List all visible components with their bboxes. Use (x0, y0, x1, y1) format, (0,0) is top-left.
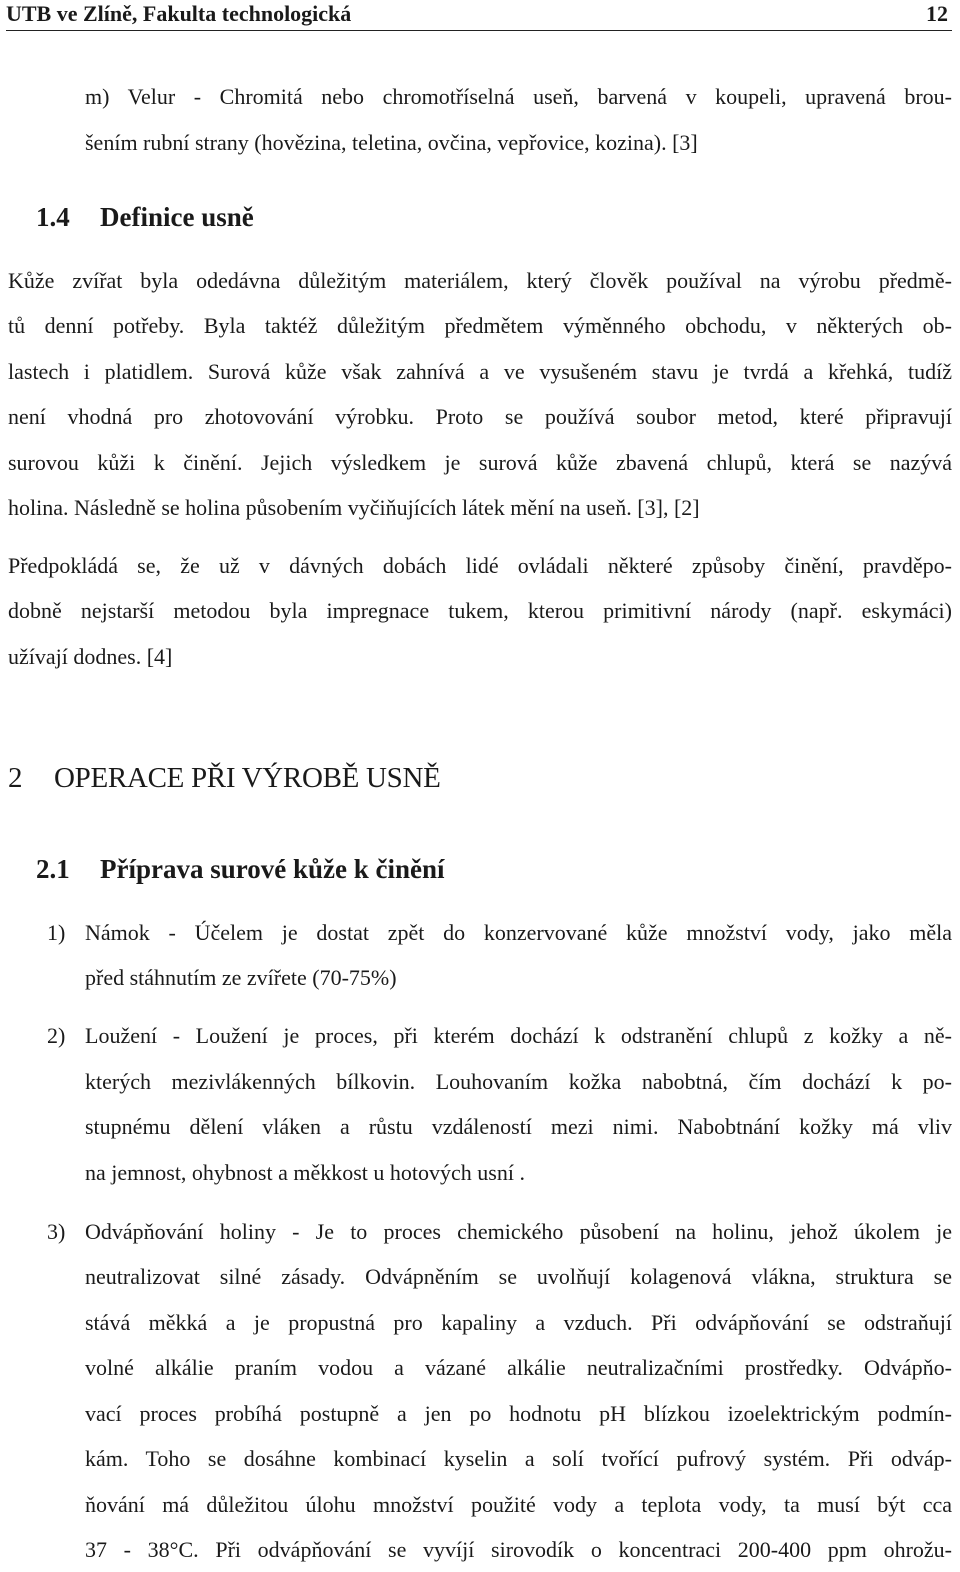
text-line: šením rubní strany (hovězina, teletina, ovčina, vepřovice, kozina). [3] (85, 130, 698, 155)
chapter-number: 2 (8, 762, 23, 794)
text-line: neutralizovat silné zásady. Odvápněním se uvolňují kolagenová vlákna, struktura se (85, 1264, 952, 1289)
text-line: Loužení - Loužení je proces, při kterém dochází k odstranění chlupů z kožky a ně- (85, 1023, 952, 1048)
text-line: před stáhnutím ze zvířete (70-75%) (85, 965, 397, 990)
section-number: 2.1 (36, 854, 70, 884)
section-title: Definice usně (100, 202, 254, 232)
text-line: 37 - 38°C. Při odvápňování se vyvíjí sirovodík o koncentraci 200-400 ppm ohrožu- (85, 1537, 952, 1562)
chapter-title: OPERACE PŘI VÝROBĚ USNĚ (54, 762, 441, 794)
text-line: tů denní potřeby. Byla taktéž důležitým předmětem výměnného obchodu, v některých ob- (8, 313, 952, 338)
list-marker: 2) (47, 1023, 66, 1048)
text-line: surovou kůži k činění. Jejich výsledkem je surová kůže zbavená chlupů, která se nazývá (8, 450, 952, 475)
text-line: dobně nejstarší metodou byla impregnace tukem, kterou primitivní národy (např. eskymáci) (8, 598, 952, 623)
text-line: holina. Následně se holina působením vyčiňujících látek mění na useň. [3], [2] (8, 495, 700, 520)
list-marker: 3) (47, 1219, 66, 1244)
text-line: volné alkálie praním vodou a vázané alkálie neutralizačními prostředky. Odvápňo- (85, 1355, 952, 1380)
text-line: není vhodná pro zhotovování výrobku. Proto se používá soubor metod, které připravují (8, 404, 952, 429)
text-line: stává měkká a je propustná pro kapaliny a vzduch. Při odvápňování se odstraňují (85, 1310, 952, 1335)
text-line: Kůže zvířat byla odedávna důležitým materiálem, který člověk používal na výrobu předmě- (8, 268, 952, 293)
section-number: 1.4 (36, 202, 70, 232)
text-line: kterých mezivlákenných bílkovin. Louhovaním kožka nabobtná, čím dochází k po- (85, 1069, 952, 1094)
text-line: lastech i platidlem. Surová kůže však zahnívá a ve vysušeném stavu je tvrdá a křehká, tudíž (8, 359, 952, 384)
text-line: m) Velur - Chromitá nebo chromotříselná useň, barvená v koupeli, upravená brou- (85, 84, 952, 109)
text-line: na jemnost, ohybnost a měkkost u hotových usní . (85, 1160, 525, 1185)
page-number: 12 (926, 1, 948, 26)
list-marker: 1) (47, 920, 66, 945)
text-line: Předpokládá se, že už v dávných dobách lidé ovládali některé způsoby činění, pravděpo- (8, 553, 952, 578)
header-title: UTB ve Zlíně, Fakulta technologická (6, 1, 352, 26)
text-line: vací proces probíhá postupně a jen po hodnotu pH blízkou izoelektrickým podmín- (85, 1401, 952, 1426)
text-line: Odvápňování holiny - Je to proces chemického působení na holinu, jehož úkolem je (85, 1219, 952, 1244)
text-line: stupnému dělení vláken a růstu vzdáleností mezi nimi. Nabobtnání kožky má vliv (85, 1114, 952, 1139)
text-line: kám. Toho se dosáhne kombinací kyselin a solí tvořící pufrový systém. Při odváp- (85, 1446, 952, 1471)
page-header (6, 0, 952, 31)
text-line: ňování má důležitou úlohu množství použité vody a teplota vody, ta musí být cca (85, 1492, 952, 1517)
text-line: užívají dodnes. [4] (8, 644, 173, 669)
text-line: Námok - Účelem je dostat zpět do konzervované kůže množství vody, jako měla (85, 920, 952, 945)
section-title: Příprava surové kůže k činění (100, 854, 445, 884)
